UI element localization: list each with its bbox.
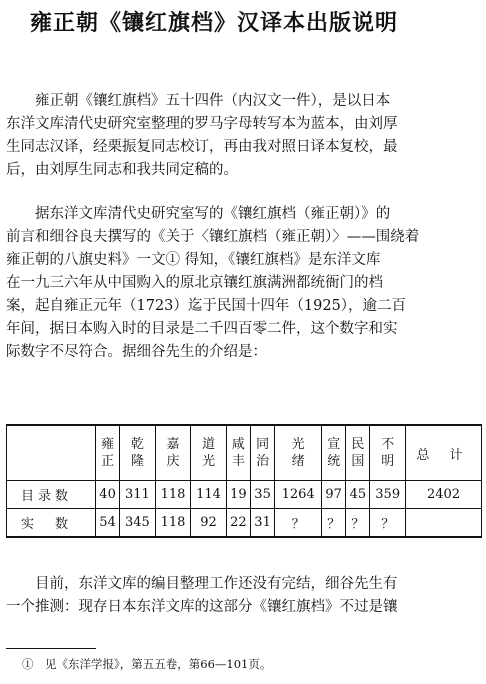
table-cell: 118 xyxy=(155,509,191,538)
table-cell: ？ xyxy=(322,509,346,538)
column-header: 宣统 xyxy=(322,425,346,481)
table-cell: 345 xyxy=(120,509,156,538)
column-header: 咸丰 xyxy=(226,425,250,481)
footnote-divider xyxy=(6,648,96,649)
table-cell: 31 xyxy=(251,509,275,538)
column-header: 民国 xyxy=(346,425,370,481)
column-header: 道光 xyxy=(191,425,227,481)
paragraph-line: 一个推测：现存日本东洋文库的这部分《镶红旗档》不过是镶 xyxy=(6,599,398,615)
paragraph-line: 年间，据日本购入时的目录是二千四百零二件，这个数字和实 xyxy=(6,321,398,337)
table-cell-total: 2402 xyxy=(405,481,481,509)
footnote: ① 见《东洋学报》，第五五卷，第66—101页。 xyxy=(22,657,272,671)
table-cell: 45 xyxy=(346,481,370,509)
paragraph-line: 生同志汉译，经栗振复同志校订，再由我对照日译本复校，最 xyxy=(6,139,398,155)
table-cell: 311 xyxy=(120,481,156,509)
column-header: 不明 xyxy=(370,425,406,481)
column-header: 同治 xyxy=(251,425,275,481)
table-cell: 54 xyxy=(96,509,120,538)
paragraph-line: 后，由刘厚生同志和我共同定稿的。 xyxy=(6,162,238,178)
column-header: 光绪 xyxy=(275,425,322,481)
paragraph-2 xyxy=(6,203,482,364)
page-title: 雍正朝《镶红旗档》汉译本出版说明 xyxy=(30,10,399,36)
table-cell: 114 xyxy=(191,481,227,509)
table-row xyxy=(7,481,482,509)
table-cell: 92 xyxy=(191,509,227,538)
paragraph-1 xyxy=(6,90,482,182)
paragraph-line: 际数字不尽符合。据细谷先生的介绍是： xyxy=(6,344,267,360)
paragraph-line: 案，起自雍正元年（1723）迄于民国十四年（1925），逾二百 xyxy=(6,298,407,314)
paragraph-3 xyxy=(6,573,482,619)
table-cell: 22 xyxy=(226,509,250,538)
paragraph-line: 目前，东洋文库的编目整理工作还没有完结，细谷先生有 xyxy=(35,576,398,592)
paragraph-line: 雍正朝的八旗史料》一文① 得知，《镶红旗档》是东洋文库 xyxy=(6,252,381,268)
paragraph-line: 前言和细谷良夫撰写的《关于〈镶红旗档（雍正朝）〉——围绕着 xyxy=(6,229,420,245)
table-cell: ？ xyxy=(346,509,370,538)
table-cell: 359 xyxy=(370,481,406,509)
paragraph-line: 雍正朝《镶红旗档》五十四件（内汉文一件），是以日本 xyxy=(35,93,391,109)
document-count-table xyxy=(6,424,482,538)
row-label: 目录数 xyxy=(7,481,96,509)
paragraph-line: 东洋文库清代史研究室整理的罗马字母转写本为蓝本，由刘厚 xyxy=(6,116,398,132)
table-cell: 118 xyxy=(155,481,191,509)
paragraph-line: 据东洋文库清代史研究室写的《镶红旗档（雍正朝）》的 xyxy=(35,206,391,222)
table-corner-cell xyxy=(7,425,96,481)
table-row xyxy=(7,509,482,538)
table-header-row xyxy=(7,425,482,481)
column-header: 雍正 xyxy=(96,425,120,481)
table-cell-total xyxy=(405,509,481,538)
column-header: 乾隆 xyxy=(120,425,156,481)
column-header: 嘉庆 xyxy=(155,425,191,481)
row-label: 实 数 xyxy=(7,509,96,538)
table-cell: ？ xyxy=(370,509,406,538)
table-cell: 35 xyxy=(251,481,275,509)
table-cell: 1264 xyxy=(275,481,322,509)
table-cell: ？ xyxy=(275,509,322,538)
table-cell: 97 xyxy=(322,481,346,509)
table-cell: 40 xyxy=(96,481,120,509)
table-cell: 19 xyxy=(226,481,250,509)
paragraph-line: 在一九三六年从中国购入的原北京镶红旗满洲都统衙门的档 xyxy=(6,275,383,291)
column-header-total: 总 计 xyxy=(405,425,481,481)
